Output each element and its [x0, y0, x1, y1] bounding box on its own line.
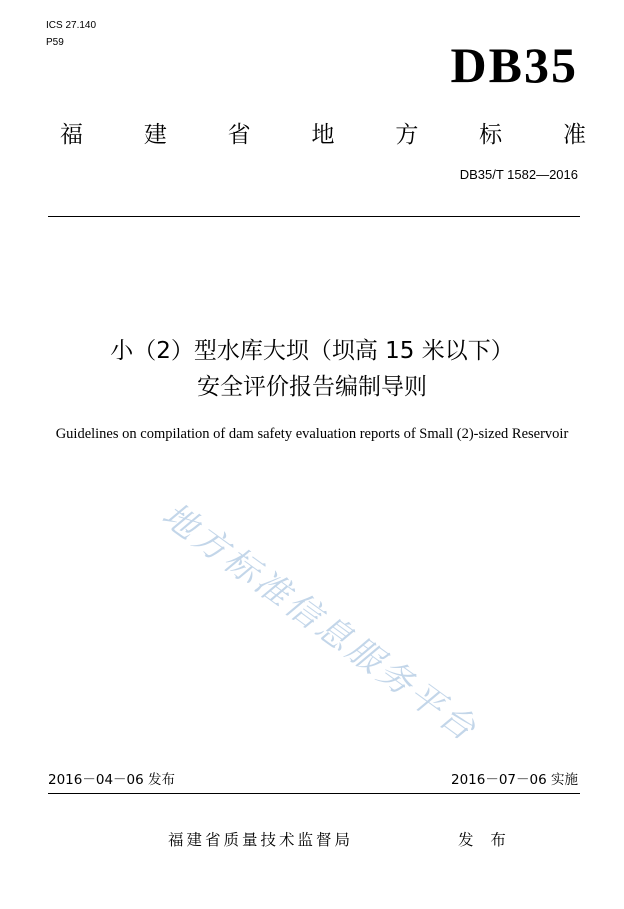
issue-word: 发 布 [458, 831, 512, 849]
top-divider [48, 216, 580, 217]
db-mark: DB35 [450, 37, 578, 93]
watermark: 地方标准信息服务平台 [154, 494, 486, 751]
standard-kind-char: 准 [562, 122, 586, 148]
classification-code: P59 [46, 37, 64, 48]
standard-kind-char: 方 [395, 122, 419, 148]
chinese-title [0, 333, 624, 405]
standard-kind-char: 省 [227, 122, 251, 148]
standard-kind [60, 116, 586, 149]
standard-kind-char: 标 [479, 122, 503, 148]
issuing-authority: 福建省质量技术监督局 [168, 831, 354, 849]
standard-kind-char: 地 [311, 122, 335, 148]
standard-number: DB35/T 1582—2016 [459, 167, 578, 182]
standard-kind-char: 建 [143, 122, 167, 148]
english-title: Guidelines on compilation of dam safety evaluation reports of Small (2)-sized Reservoir [55, 426, 569, 442]
bottom-divider [48, 793, 580, 794]
implementation-date: 2016－07－06 实施 [450, 772, 578, 788]
ics-code: ICS 27.140 [46, 20, 97, 31]
issue-date: 2016－04－06 发布 [48, 772, 176, 788]
chinese-title-line-2: 安全评价报告编制导则 [197, 374, 427, 400]
standard-kind-char: 福 [60, 122, 83, 148]
chinese-title-line-1: 小（2）型水库大坝（坝高 15 米以下） [110, 338, 514, 364]
